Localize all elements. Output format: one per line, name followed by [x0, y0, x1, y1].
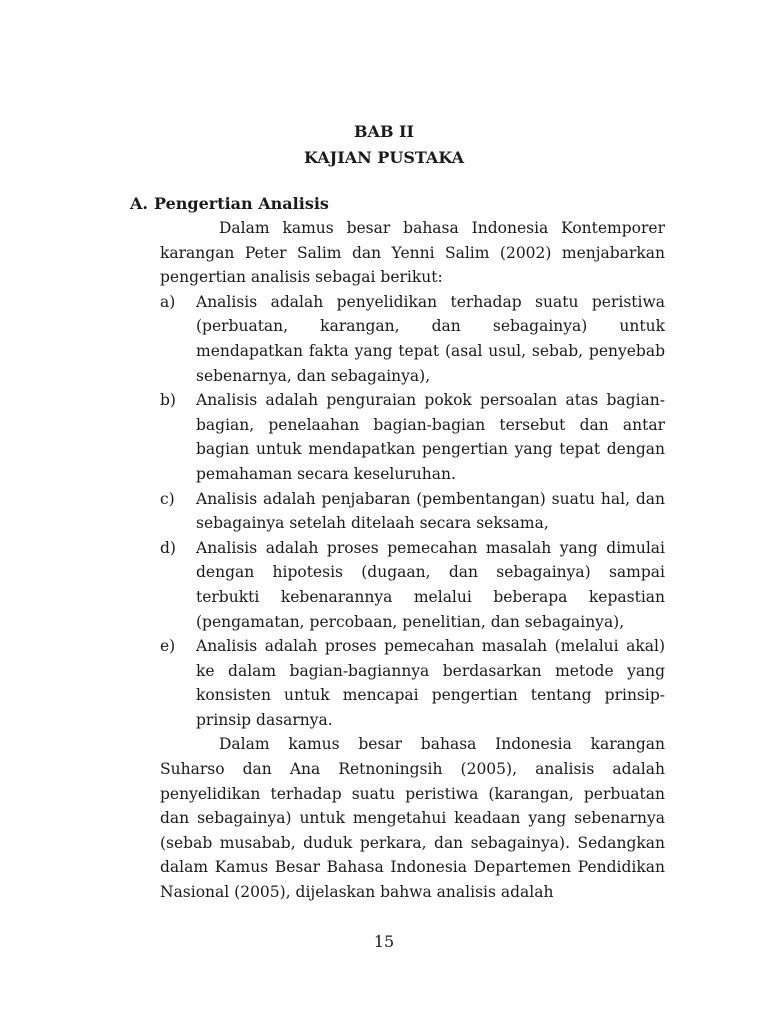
- list-item-text: Analisis adalah proses pemecahan masalah yang dimulai dengan hipotesis (dugaan, dan sebagainya) sampai terbukti kebenarannya melalui beberapa kepastian (pengamatan, percobaan, penelitian, dan sebagainya),: [196, 538, 665, 631]
- list-item: [160, 388, 665, 486]
- list-item-text: Analisis adalah penguraian pokok persoalan atas bagian-bagian, penelaahan bagian-bagian tersebut dan antar bagian untuk mendapatkan pengertian yang tepat dengan pemahaman secara keseluruhan.: [196, 391, 665, 483]
- list-marker: b): [160, 391, 176, 410]
- list-item-text: Analisis adalah penyelidikan terhadap suatu peristiwa (perbuatan, karangan, dan sebagainya) untuk mendapatkan fakta yang tepat (asal usul, sebab, penyebab sebenarnya, dan sebagainya),: [196, 292, 665, 385]
- list-item: [160, 290, 665, 388]
- intro-paragraph: Dalam kamus besar bahasa Indonesia Kontemporer karangan Peter Salim dan Yenni Salim (2002) menjabarkan pengertian analisis sebagai berikut:: [160, 219, 665, 287]
- list-item: [160, 536, 665, 634]
- list-marker: c): [160, 489, 175, 508]
- chapter-number: BAB II: [354, 122, 414, 141]
- list-item: [160, 487, 665, 536]
- second-paragraph: Dalam kamus besar bahasa Indonesia karangan Suharso dan Ana Retnoningsih (2005), analisis adalah penyelidikan terhadap suatu peristiwa (karangan, perbuatan dan sebagainya) untuk mengetahui keadaan yang sebenarnya (sebab musabab, duduk perkara, dan sebagainya). Sedangkan dalam Kamus Besar Bahasa Indonesia Departemen Pendidikan Nasional (2005), dijelaskan bahwa analisis adalah: [160, 735, 665, 902]
- list-marker: d): [160, 538, 176, 557]
- list-marker: a): [160, 292, 176, 311]
- page-number: 15: [373, 932, 395, 951]
- definition-list: [160, 290, 665, 733]
- list-item: [160, 634, 665, 732]
- list-item-text: Analisis adalah penjabaran (pembentangan) suatu hal, dan sebagainya setelah ditelaah secara seksama,: [196, 489, 665, 533]
- chapter-title: KAJIAN PUSTAKA: [304, 148, 464, 167]
- section-title: Pengertian Analisis: [154, 194, 329, 213]
- section-heading: [130, 192, 329, 216]
- list-item-text: Analisis adalah proses pemecahan masalah (melalui akal) ke dalam bagian-bagiannya berdasarkan metode yang konsisten untuk mencapai pengertian tentang prinsip-prinsip dasarnya.: [196, 637, 665, 729]
- list-marker: e): [160, 637, 176, 656]
- section-letter: A.: [130, 194, 148, 213]
- section-body: [160, 216, 665, 905]
